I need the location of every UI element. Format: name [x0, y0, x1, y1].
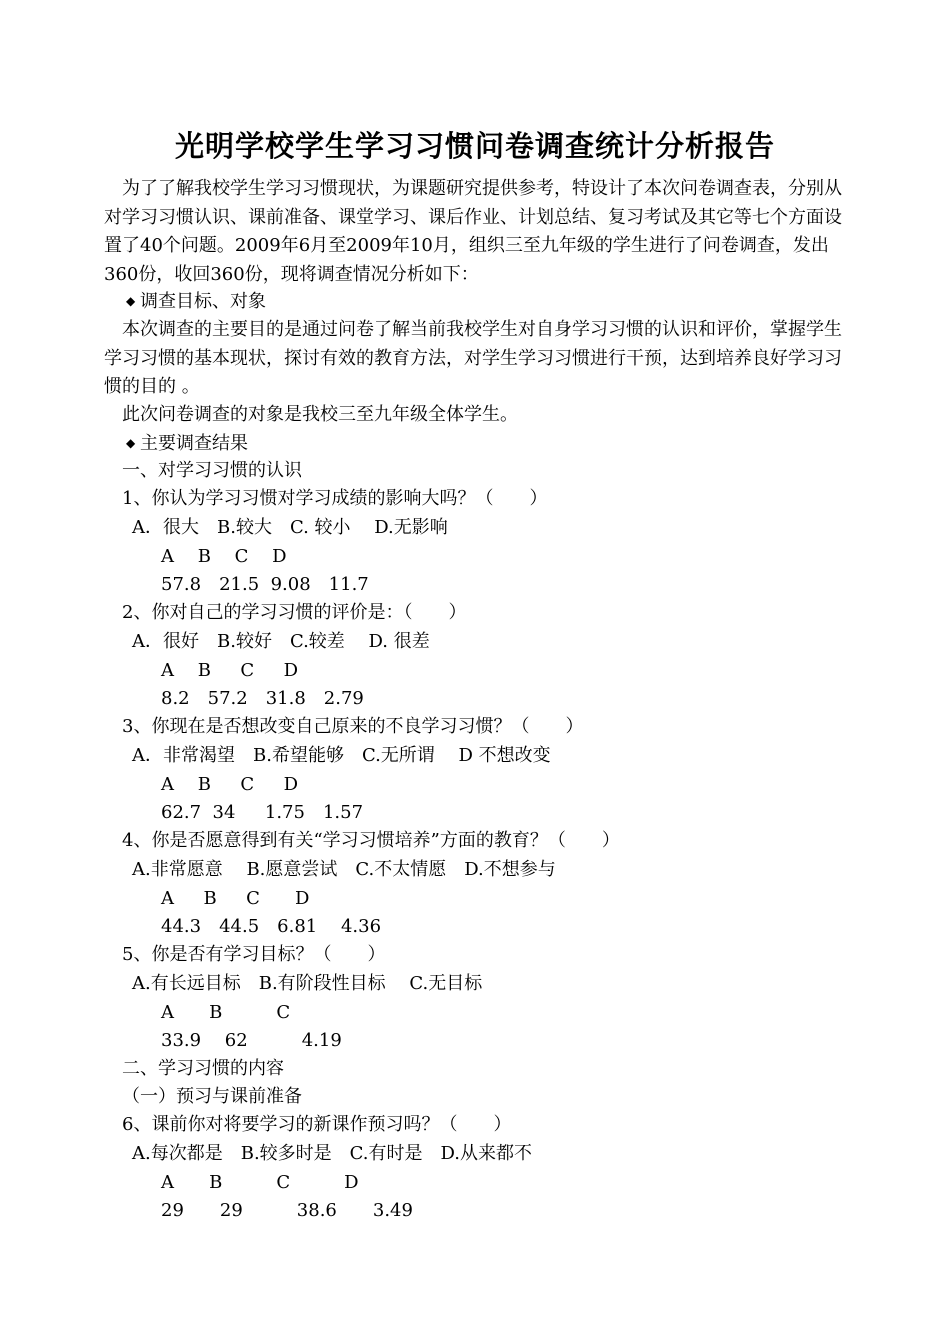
q6-values: 29 29 38.6 3.49 — [161, 1200, 413, 1221]
document-title: 光明学校学生学习习惯问卷调查统计分析报告 — [174, 129, 775, 163]
q4-options: A.非常愿意 B.愿意尝试 C.不太情愿 D.不想参与 — [132, 859, 556, 880]
diamond-bullet-icon: ◆ — [126, 294, 136, 308]
q4-question: 4、你是否愿意得到有关“学习习惯培养”方面的教育？（ ） — [122, 830, 620, 851]
q3-letters: A B C D — [161, 774, 299, 795]
q3-options: A．非常渴望 B.希望能够 C.无所谓 D 不想改变 — [132, 745, 551, 766]
q5-values: 33.9 62 4.19 — [161, 1030, 342, 1051]
q3-question: 3、你现在是否想改变自己原来的不良学习习惯？（ ） — [122, 716, 584, 737]
q1-options: A．很大 B.较大 C. 较小 D.无影响 — [132, 517, 448, 538]
q3-values: 62.7 34 1.75 1.57 — [161, 802, 364, 823]
q4-letters: A B C D — [161, 888, 310, 909]
q5-letters: A B C — [161, 1002, 291, 1023]
object-paragraph: 此次问卷调查的对象是我校三至九年级全体学生。 — [122, 404, 518, 425]
section-results-heading — [126, 430, 248, 457]
q2-values: 8.2 57.2 31.8 2.79 — [161, 688, 364, 709]
sub1-heading: （一）预习与课前准备 — [122, 1086, 302, 1107]
q6-letters: A B C D — [161, 1172, 359, 1193]
goal-paragraph: 本次调查的主要目的是通过问卷了解当前我校学生对自身学习习惯的认识和评价，掌握学生学习习惯的基本现状，探讨有效的教育方法，对学生学习习惯进行干预，达到培养良好学习习惯的目的 。 — [104, 319, 842, 397]
q1-letters: A B C D — [161, 546, 287, 567]
q2-question: 2、你对自己的学习习惯的评价是：（ ） — [122, 602, 467, 623]
q6-options: A.每次都是 B.较多时是 C.有时是 D.从来都不 — [132, 1143, 533, 1164]
q4-values: 44.3 44.5 6.81 4.36 — [161, 916, 382, 937]
q5-question: 5、你是否有学习目标？（ ） — [122, 944, 386, 965]
part2-heading: 二、学习习惯的内容 — [122, 1058, 284, 1079]
section-results-label: 主要调查结果 — [140, 433, 248, 454]
q2-letters: A B C D — [161, 660, 299, 681]
q5-options: A.有长远目标 B.有阶段性目标 C.无目标 — [132, 973, 483, 994]
q1-question: 1、你认为学习习惯对学习成绩的影响大吗？（ ） — [122, 488, 548, 509]
q2-options: A．很好 B.较好 C.较差 D. 很差 — [132, 631, 430, 652]
section-goal-heading — [126, 288, 266, 315]
diamond-bullet-icon: ◆ — [126, 436, 136, 450]
q6-question: 6、课前你对将要学习的新课作预习吗？（ ） — [122, 1114, 512, 1135]
section-goal-label: 调查目标、对象 — [140, 291, 266, 312]
intro-paragraph: 为了了解我校学生学习习惯现状，为课题研究提供参考，特设计了本次问卷调查表，分别从对学习习惯认识、课前准备、课堂学习、课后作业、计划总结、复习考试及其它等七个方面设置了40个问题。2009年6月至2009年10月，组织三至九年级的学生进行了问卷调查，发出360份，收回360份，现将调查情况分析如下： — [104, 178, 842, 285]
part1-heading: 一、对学习习惯的认识 — [122, 460, 302, 481]
q1-values: 57.8 21.5 9.08 11.7 — [161, 574, 369, 595]
